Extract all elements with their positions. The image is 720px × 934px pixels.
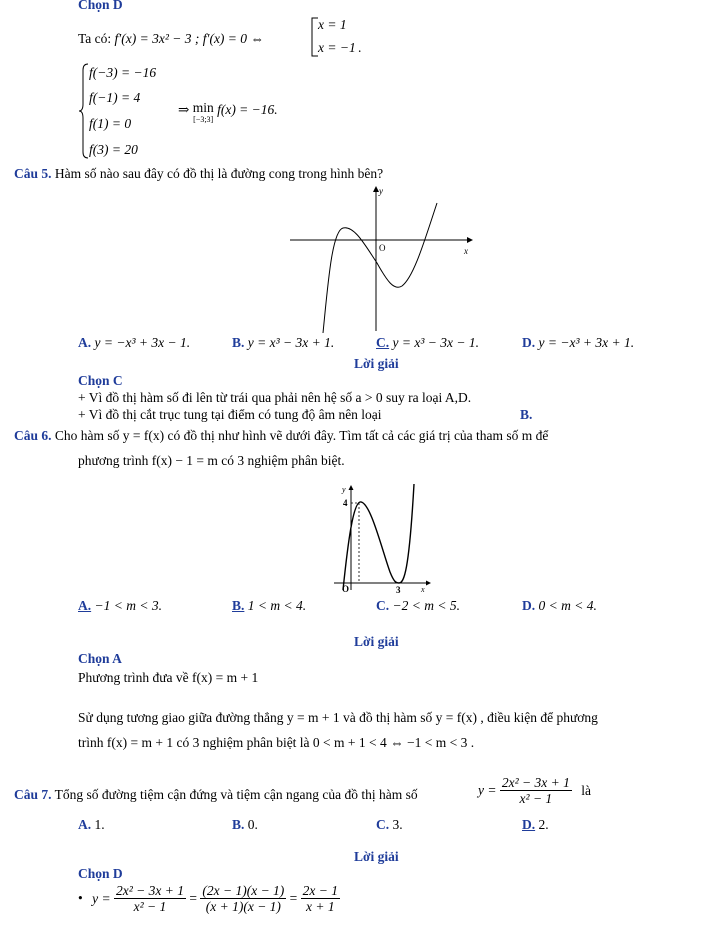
q6-solution-1: Phương trình đưa về f(x) = m + 1: [78, 670, 259, 685]
q5-option-d[interactable]: D. y = −x³ + 3x + 1.: [522, 335, 635, 350]
q7-solution: • y = $\frac{\text{2x² − 3x + 1}}{\text{x² − 1}}$ = $\frac{(2x - 1)(x - 1)}{(x + 1)(x - 1)}$ = $\frac{2x - 1}{x + 1}$: [78, 883, 339, 914]
roots-end: .: [358, 40, 362, 55]
q5-y-label: y: [379, 186, 383, 196]
root-1: x = 1: [318, 17, 347, 32]
q5-x-label: x: [464, 246, 468, 256]
q6-x-label: x: [421, 585, 425, 594]
q6-solution-3: trình f(x) = m + 1 có 3 nghiệm phân biệt là 0 < m + 1 < 4 ⇔ −1 < m < 3 .: [78, 735, 475, 750]
value-f-minus1: f(−1) = 4: [89, 90, 141, 105]
q5-origin-label: O: [379, 243, 386, 253]
derivative-line: Ta có: f′(x) = 3x² − 3 ; f′(x) = 0 ⇔: [78, 31, 264, 46]
q7-function: y = $\frac{\text{2x² − 3x + 1}}{\text{x² − 1}}$ là: [478, 775, 591, 806]
q6-option-d[interactable]: D. 0 < m < 4.: [522, 598, 597, 613]
value-f-minus3: f(−3) = −16: [89, 65, 157, 80]
q5-chon: Chọn C: [78, 373, 123, 388]
q7-option-b[interactable]: B. 0.: [232, 817, 258, 832]
question-6: Câu 6. Cho hàm số y = f(x) có đồ thị như hình vẽ dưới đây. Tìm tất cả các giá trị của tham số m để: [14, 428, 549, 443]
q6-loi-giai: Lời giải: [354, 634, 399, 649]
question-6-line2: phương trình f(x) − 1 = m có 3 nghiệm phân biệt.: [78, 453, 345, 468]
q5-curve: [323, 203, 437, 333]
q7-option-c[interactable]: C. 3.: [376, 817, 403, 832]
value-f-3: f(3) = 20: [89, 142, 138, 157]
min-conclusion: ⇒ min [−3;3] f(x) = −16.: [178, 100, 278, 124]
q5-solution-2: + Vì đồ thị cắt trục tung tại điểm có tung độ âm nên loại: [78, 407, 382, 422]
q7-fraction: $\frac{\text{2x² − 3x + 1}}{\text{x² − 1}}$: [501, 775, 570, 806]
value-f-1: f(1) = 0: [89, 116, 132, 131]
chon-d-top: Chọn D: [78, 0, 123, 12]
q6-three-label: 3: [396, 585, 401, 594]
q5-solution-1: + Vì đồ thị hàm số đi lên từ trái qua phải nên hệ số a > 0 suy ra loại A,D.: [78, 390, 472, 405]
q5-option-c[interactable]: C. y = x³ − 3x − 1.: [376, 335, 479, 350]
q6-four-label: 4: [343, 498, 348, 508]
q5-option-a[interactable]: A. y = −x³ + 3x − 1.: [78, 335, 191, 350]
question-5: Câu 5. Hàm số nào sau đây có đồ thị là đường cong trong hình bên?: [14, 166, 384, 181]
q7-option-d[interactable]: D. 2.: [522, 817, 549, 832]
q6-option-a[interactable]: A. −1 < m < 3.: [78, 598, 162, 613]
q5-loi-giai: Lời giải: [354, 356, 399, 371]
q6-graph: [326, 482, 436, 594]
question-7: Câu 7. Tổng số đường tiệm cận đứng và tiệm cận ngang của đồ thị hàm số: [14, 787, 418, 802]
q6-y-label: y: [342, 485, 346, 494]
q7-chon: Chọn D: [78, 866, 123, 881]
q6-option-c[interactable]: C. −2 < m < 5.: [376, 598, 460, 613]
q5-graph: [290, 183, 480, 335]
q7-option-a[interactable]: A. 1.: [78, 817, 105, 832]
q7-loi-giai: Lời giải: [354, 849, 399, 864]
q6-curve: [343, 484, 414, 590]
root-2: x = −1: [318, 40, 356, 55]
q5-solution-2-end: B.: [520, 407, 533, 422]
q6-solution-2: Sử dụng tương giao giữa đường thẳng y = m + 1 và đồ thị hàm số y = f(x) , điều kiện để phương: [78, 710, 598, 725]
q6-origin-label: O: [342, 584, 350, 594]
q6-chon: Chọn A: [78, 651, 122, 666]
q6-option-b[interactable]: B. 1 < m < 4.: [232, 598, 307, 613]
q5-option-b[interactable]: B. y = x³ − 3x + 1.: [232, 335, 335, 350]
